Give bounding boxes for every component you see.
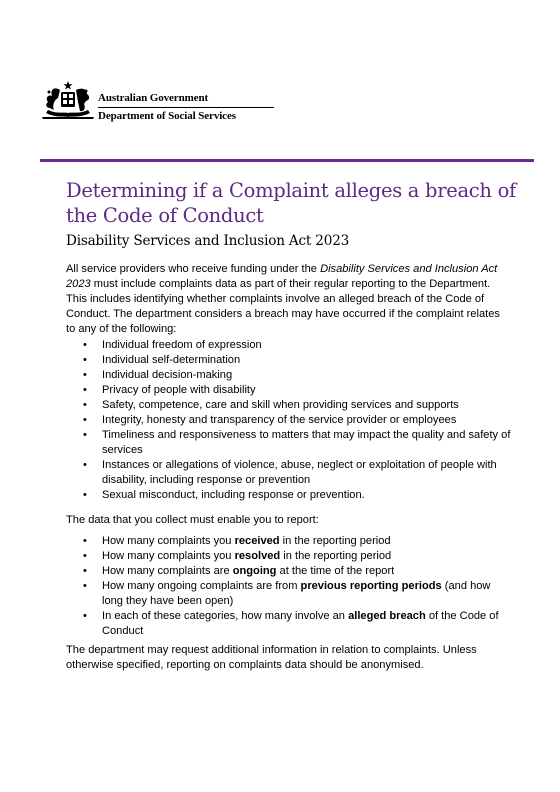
government-name: Australian Government [98, 92, 209, 104]
item-text: How many complaints you [102, 550, 235, 562]
list-item: • Safety, competence, care and skill when providing services and supports [83, 398, 513, 413]
breach-criteria-list [83, 338, 513, 503]
data-intro-paragraph: The data that you collect must enable you to report: [66, 514, 319, 526]
list-item: • Individual freedom of expression [83, 338, 513, 353]
page-title: Determining if a Complaint alleges a breach of the Code of Conduct [66, 179, 516, 227]
item-text: in the reporting period [280, 550, 392, 562]
list-item: • Instances or allegations of violence, abuse, neglect or exploitation of people with disability, including response or prevention [83, 458, 513, 488]
list-item: • Timeliness and responsiveness to matters that may impact the quality and safety of services [83, 428, 513, 458]
list-item [83, 549, 513, 564]
item-emphasis: received [234, 535, 280, 547]
list-item: • Sexual misconduct, including response or prevention. [83, 488, 513, 503]
list-item: • Integrity, honesty and transparency of the service provider or employees [83, 413, 513, 428]
item-text: In each of these categories, how many involve an [102, 610, 349, 622]
item-emphasis: alleged breach [348, 610, 426, 622]
government-header [40, 80, 240, 122]
item-text: of the Code of Conduct [102, 610, 499, 637]
list-item [83, 564, 513, 579]
list-item [83, 579, 513, 609]
item-emphasis: previous reporting periods [300, 580, 442, 592]
item-text: How many ongoing complaints are from [102, 580, 301, 592]
department-name: Department of Social Services [98, 110, 236, 122]
item-text: at the time of the report [276, 565, 395, 577]
list-item: • Individual decision-making [83, 368, 513, 383]
coat-of-arms-icon [40, 80, 96, 122]
item-text: in the reporting period [279, 535, 391, 547]
list-item [83, 609, 513, 639]
list-item: • Individual self-determination [83, 353, 513, 368]
item-text: (and how long they have been open) [102, 580, 491, 607]
reporting-requirements-list [83, 534, 513, 639]
page-subtitle: Disability Services and Inclusion Act 2023 [66, 233, 350, 249]
intro-text-start: All service providers who receive funding under the [66, 263, 321, 275]
list-item [83, 534, 513, 549]
intro-paragraph [66, 262, 506, 337]
item-text: How many complaints are [102, 565, 233, 577]
header-divider [98, 107, 274, 108]
intro-text-end: must include complaints data as part of their regular reporting to the Department. This includes identifying whether complaints involve an alleged breach of the Code of Conduct. The department considers a breach may have occurred if the complaint relates to any of the following: [66, 278, 500, 335]
item-emphasis: resolved [234, 550, 281, 562]
title-divider [40, 159, 534, 162]
list-item: • Privacy of people with disability [83, 383, 513, 398]
item-emphasis: ongoing [232, 565, 277, 577]
act-name: Disability Services and Inclusion Act 2023 [66, 263, 498, 290]
item-text: How many complaints you [102, 535, 235, 547]
closing-paragraph: The department may request additional information in relation to complaints. Unless otherwise specified, reporting on complaints data should be anonymised. [66, 644, 477, 671]
